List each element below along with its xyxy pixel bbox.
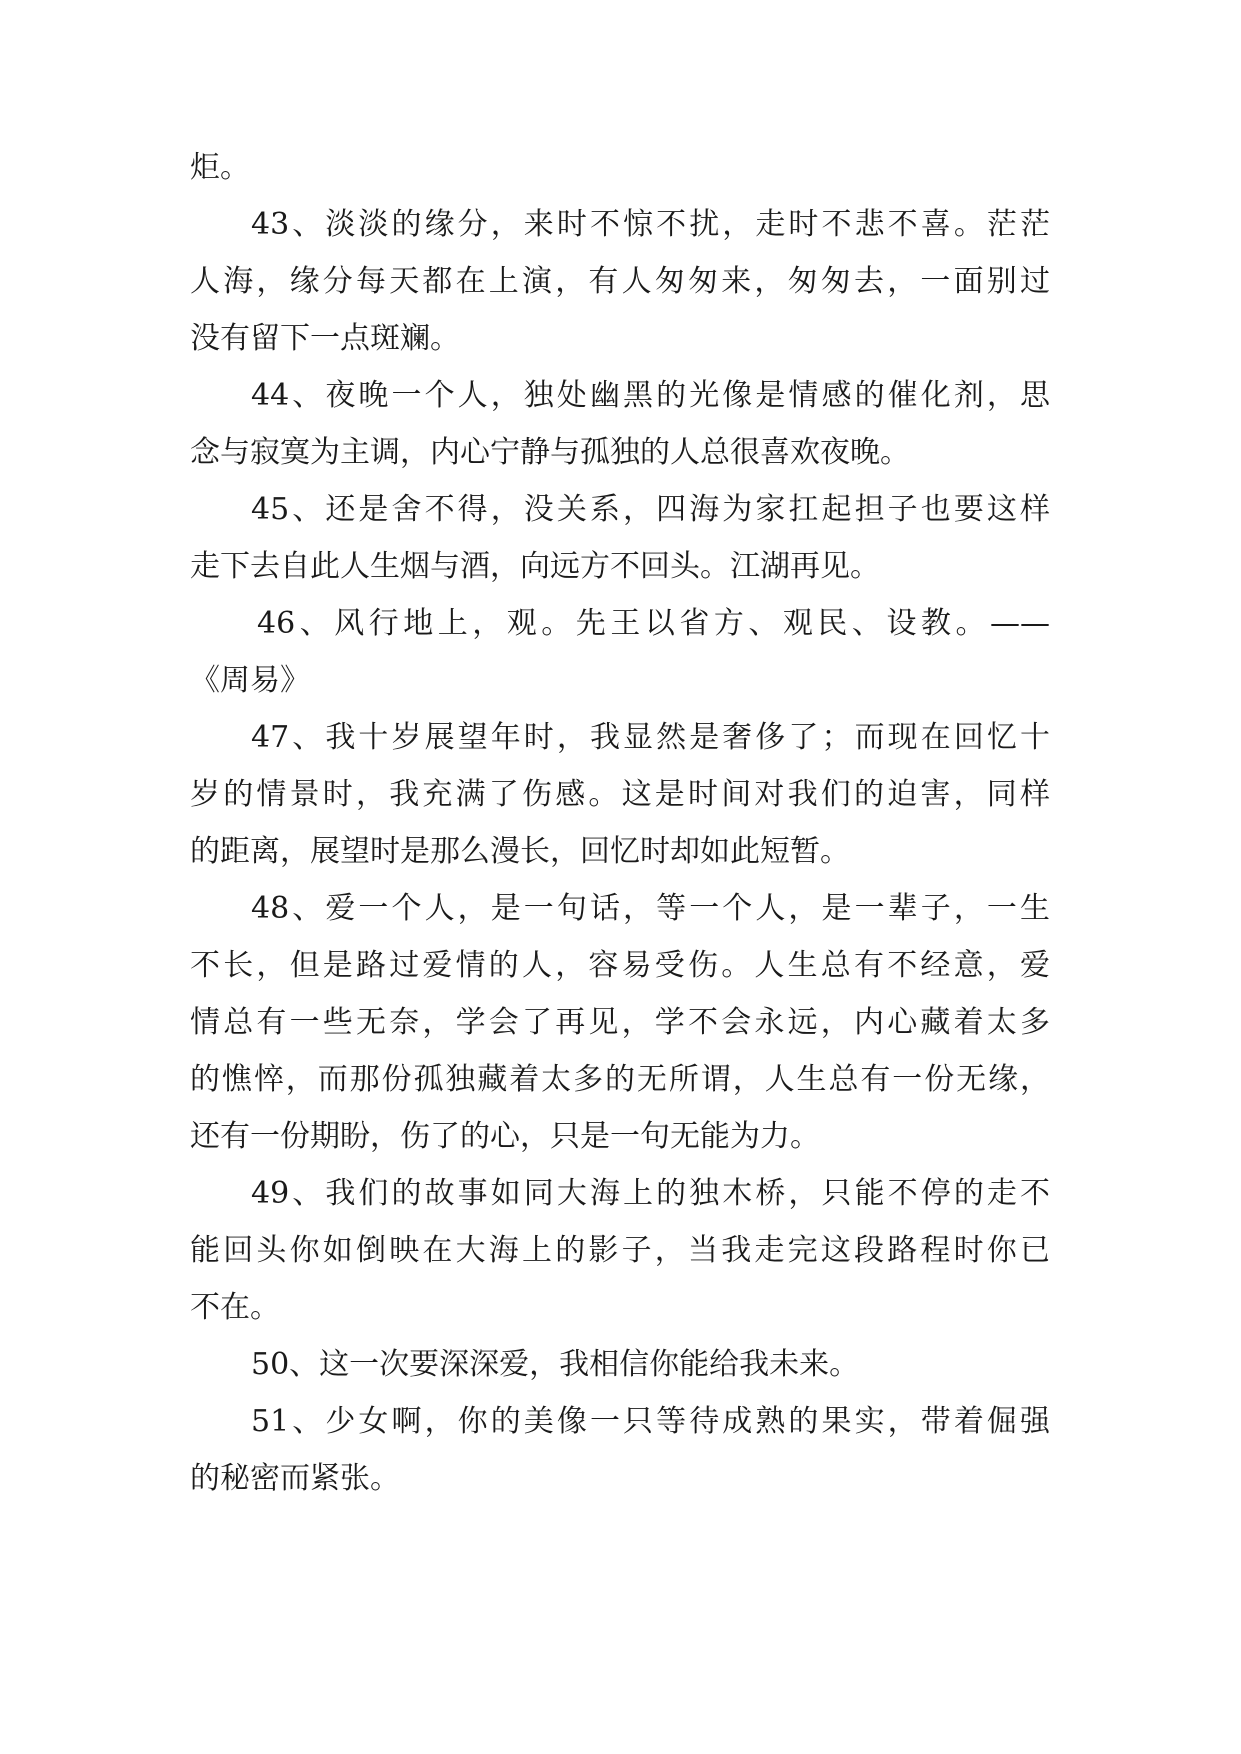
paragraph-45-line-2: 走下去自此人生烟与酒，向远方不回头。江湖再见。 xyxy=(190,549,880,584)
paragraph-43-line-2: 人海，缘分每天都在上演，有人匆匆来，匆匆去，一面别过 xyxy=(190,264,1050,299)
paragraph-48-line-1: 48、爱一个人，是一句话，等一个人，是一辈子，一生 xyxy=(251,891,1050,926)
paragraph-50-line-1: 50、这一次要深深爱，我相信你能给我未来。 xyxy=(251,1347,860,1382)
paragraph-45-line-1: 45、还是舍不得，没关系，四海为家扛起担子也要这样 xyxy=(251,492,1050,527)
paragraph-46-line-2: 《周易》 xyxy=(190,663,310,698)
paragraph-48-line-2: 不长，但是路过爱情的人，容易受伤。人生总有不经意，爱 xyxy=(190,948,1050,983)
paragraph-48-line-5: 还有一份期盼，伤了的心，只是一句无能为力。 xyxy=(190,1119,820,1154)
paragraph-51-line-2: 的秘密而紧张。 xyxy=(190,1461,400,1496)
paragraph-44-line-2: 念与寂寞为主调，内心宁静与孤独的人总很喜欢夜晚。 xyxy=(190,435,910,470)
paragraph-43-line-3: 没有留下一点斑斓。 xyxy=(190,321,460,356)
paragraph-49-line-1: 49、我们的故事如同大海上的独木桥，只能不停的走不 xyxy=(251,1176,1050,1211)
text-line-1: 炬。 xyxy=(190,150,250,185)
paragraph-47-line-1: 47、我十岁展望年时，我显然是奢侈了；而现在回忆十 xyxy=(251,720,1050,755)
paragraph-43-line-1: 43、淡淡的缘分，来时不惊不扰，走时不悲不喜。茫茫 xyxy=(251,207,1050,242)
paragraph-46-line-1: 46、风行地上，观。先王以省方、观民、设教。—— xyxy=(257,606,1050,641)
paragraph-47-line-3: 的距离，展望时是那么漫长，回忆时却如此短暂。 xyxy=(190,834,850,869)
paragraph-44-line-1: 44、夜晚一个人，独处幽黑的光像是情感的催化剂，思 xyxy=(251,378,1050,413)
paragraph-48-line-3: 情总有一些无奈，学会了再见，学不会永远，内心藏着太多 xyxy=(190,1005,1050,1040)
paragraph-49-line-2: 能回头你如倒映在大海上的影子，当我走完这段路程时你已 xyxy=(190,1233,1050,1268)
paragraph-48-line-4: 的憔悴，而那份孤独藏着太多的无所谓，人生总有一份无缘， xyxy=(190,1062,1050,1097)
paragraph-49-line-3: 不在。 xyxy=(190,1290,280,1325)
paragraph-51-line-1: 51、少女啊，你的美像一只等待成熟的果实，带着倔强 xyxy=(251,1404,1050,1439)
paragraph-47-line-2: 岁的情景时，我充满了伤感。这是时间对我们的迫害，同样 xyxy=(190,777,1050,812)
